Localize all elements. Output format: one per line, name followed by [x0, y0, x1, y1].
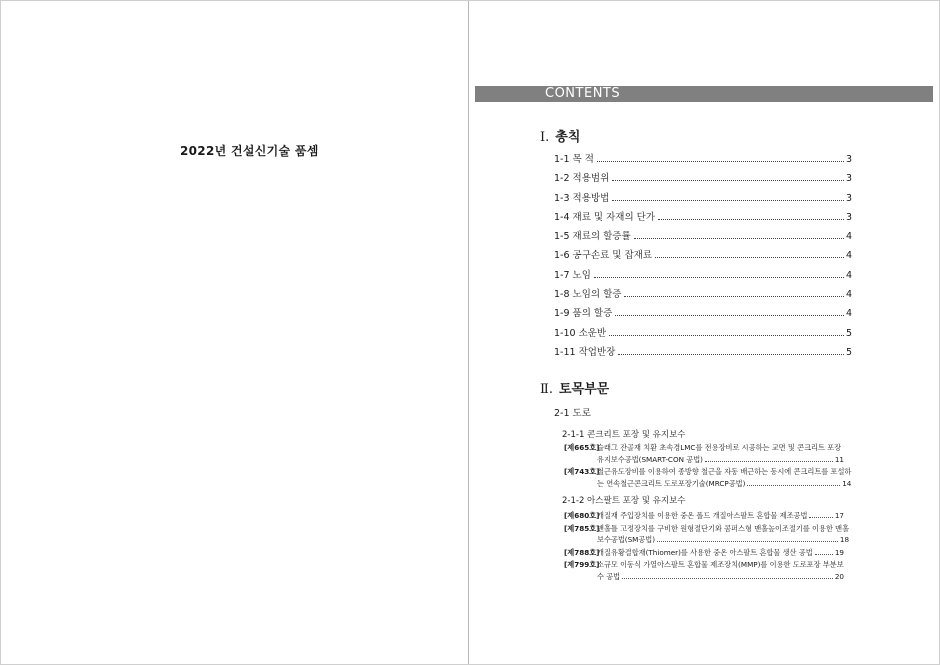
toc-item-page: 3 — [845, 211, 852, 223]
leader-dots — [622, 578, 833, 579]
tech-entry-text: 개질유황결합재(Thiomer)를 사용한 중온 아스팔트 혼합물 생산 공법 — [597, 547, 813, 557]
toc-item-label: 1-5 재료의 할증률 — [554, 231, 631, 243]
tech-entry-page: 18 — [839, 535, 850, 544]
chapter-1-heading — [540, 126, 580, 145]
tech-entry[interactable] — [564, 466, 852, 489]
left-page — [0, 0, 469, 665]
toc-item-page: 3 — [845, 173, 852, 185]
subsection-heading[interactable]: 2-1-1 콘크리트 포장 및 유지보수 — [562, 430, 686, 440]
toc-item-page: 4 — [845, 269, 852, 281]
tech-entry-page: 11 — [834, 454, 844, 464]
tech-entry-body — [597, 442, 844, 465]
contents-header-bar — [475, 86, 933, 102]
tech-entry-text: 수 공법 — [597, 571, 621, 581]
tech-entry-page: 17 — [834, 511, 844, 520]
chapter-1-title: 총칙 — [555, 130, 581, 145]
toc-row[interactable] — [554, 190, 852, 209]
leader-dots — [597, 161, 844, 162]
toc-item-label: 1-1 목 적 — [554, 154, 594, 165]
tech-entry-line-last — [597, 547, 844, 559]
leader-dots — [658, 219, 844, 220]
leader-dots — [594, 277, 844, 278]
subsection-1-entries — [564, 442, 852, 490]
toc-item-label: 1-2 적용범위 — [554, 173, 610, 185]
tech-entry-code: [제799호] — [564, 560, 600, 569]
section-heading[interactable]: 2-1 도로 — [554, 408, 591, 419]
toc-row[interactable] — [554, 344, 852, 363]
tech-entry-body — [597, 547, 844, 559]
toc-row[interactable] — [554, 286, 852, 305]
toc-item-page: 3 — [845, 192, 852, 204]
tech-entry-body — [597, 466, 851, 489]
tech-entry-code: [제665호] — [564, 443, 600, 452]
toc-row[interactable] — [554, 267, 852, 286]
tech-entry-line-last — [597, 454, 844, 466]
tech-entry-body — [597, 510, 844, 522]
tech-entry[interactable] — [564, 510, 844, 522]
tech-entry-line: 슬래그 잔골재 치환 초속경LMC를 전용장비로 시공하는 교면 및 콘크리트 포장 — [597, 443, 842, 452]
toc-item-label: 1-10 소운반 — [554, 327, 607, 339]
tech-entry-page: 19 — [834, 547, 844, 557]
leader-dots — [609, 335, 844, 336]
leader-dots — [815, 554, 833, 555]
tech-entry-page: 14 — [842, 478, 852, 488]
toc-item-label: 1-7 노임 — [554, 269, 591, 281]
document-title: 2022년 건설신기술 품셈 — [180, 144, 319, 158]
chapter-2-heading — [540, 378, 609, 397]
tech-entry-line: 철근유도장비를 이용하여 종방향 철근을 자동 배근하는 동시에 콘크리트를 포설하 — [597, 467, 852, 476]
chapter-2-number: Ⅱ. — [540, 382, 553, 397]
chapter-1-toc — [554, 151, 852, 363]
tech-entry-code: [제788호] — [564, 547, 600, 557]
tech-entry-line-last — [597, 534, 849, 546]
toc-row[interactable] — [554, 325, 852, 344]
tech-entry-text: 는 연속철근콘크리트 도로포장기술(MRCP공법) — [597, 478, 746, 488]
toc-item-page: 5 — [845, 327, 852, 339]
tech-entry-body — [597, 523, 849, 546]
toc-item-page: 3 — [845, 154, 852, 165]
leader-dots — [809, 517, 832, 518]
leader-dots — [615, 315, 844, 316]
leader-dots — [612, 180, 844, 181]
tech-entry[interactable] — [564, 442, 844, 465]
toc-item-label: 1-9 품의 할증 — [554, 308, 613, 320]
contents-title: CONTENTS — [545, 86, 621, 101]
leader-dots — [618, 354, 844, 355]
leader-dots — [705, 461, 833, 462]
toc-item-page: 5 — [845, 346, 852, 358]
tech-entry-text: 보수공법(SM공법) — [597, 535, 656, 544]
tech-entry-page: 20 — [834, 571, 844, 581]
leader-dots — [612, 200, 844, 201]
tech-entry-line-last — [597, 510, 844, 522]
tech-entry-line-last — [597, 571, 844, 583]
leader-dots — [747, 485, 840, 486]
leader-dots — [657, 541, 838, 542]
toc-row[interactable] — [554, 247, 852, 266]
tech-entry-code: [제743호] — [564, 467, 600, 476]
tech-entry-code: [제680호] — [564, 511, 600, 520]
leader-dots — [634, 238, 844, 239]
leader-dots — [655, 257, 844, 258]
tech-entry-body — [597, 559, 844, 582]
toc-row[interactable] — [554, 228, 852, 247]
tech-entry-code: [제785호] — [564, 523, 600, 533]
toc-item-label: 1-8 노임의 할증 — [554, 289, 622, 301]
tech-entry[interactable] — [564, 547, 844, 559]
tech-entry-line: 소규모 이동식 가열아스팔트 혼합물 제조장치(MMP)를 이용한 도로포장 부분보 — [597, 560, 844, 569]
chapter-2-title: 토목부문 — [558, 382, 610, 397]
toc-item-label: 1-6 공구손료 및 잡재료 — [554, 250, 652, 262]
leader-dots — [624, 296, 844, 297]
toc-row[interactable] — [554, 305, 852, 324]
toc-item-page: 4 — [845, 231, 852, 243]
toc-item-page: 4 — [845, 308, 852, 320]
subsection-2-entries — [564, 510, 850, 583]
toc-item-page: 4 — [845, 250, 852, 262]
tech-entry-text: 개질재 주입장치를 이용한 중온 폴드 개질아스팔트 혼합물 제조공법 — [597, 511, 808, 520]
toc-item-label: 1-11 작업반장 — [554, 346, 616, 358]
toc-item-label: 1-4 재료 및 자재의 단가 — [554, 211, 656, 223]
toc-item-page: 4 — [845, 289, 852, 301]
chapter-1-number: Ⅰ. — [540, 130, 550, 145]
tech-entry[interactable] — [564, 559, 844, 582]
right-page — [470, 0, 940, 665]
tech-entry-line: 맨홀틀 고정장치를 구비한 원형절단기와 콤퍼스형 맨홀높이조절기를 이용한 맨홀 — [597, 523, 850, 533]
toc-row[interactable] — [554, 151, 852, 170]
tech-entry-text: 유지보수공법(SMART-CON 공법) — [597, 454, 703, 464]
tech-entry[interactable] — [564, 523, 850, 546]
subsection-heading[interactable]: 2-1-2 아스팔트 포장 및 유지보수 — [562, 496, 686, 506]
toc-row[interactable] — [554, 170, 852, 189]
toc-row[interactable] — [554, 209, 852, 228]
toc-item-label: 1-3 적용방법 — [554, 192, 610, 204]
tech-entry-line-last — [597, 478, 851, 490]
